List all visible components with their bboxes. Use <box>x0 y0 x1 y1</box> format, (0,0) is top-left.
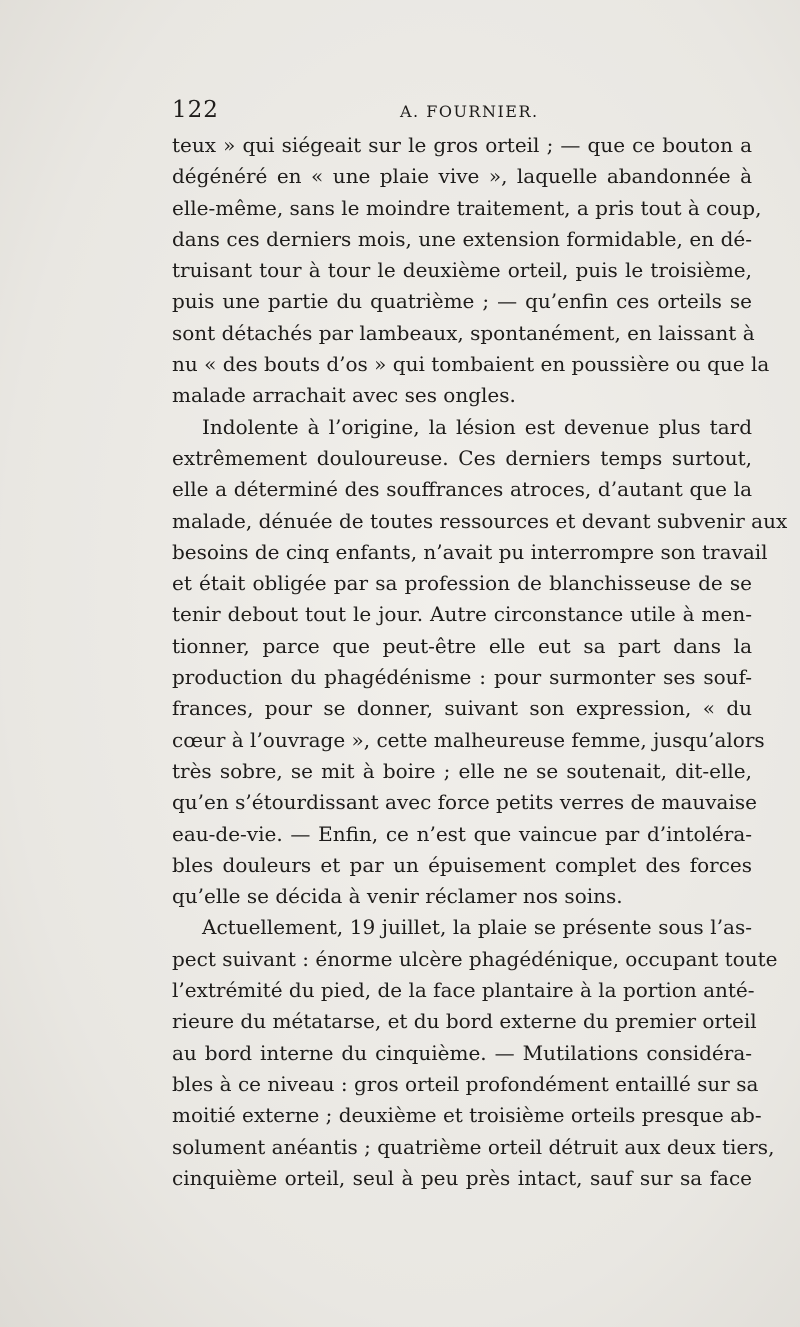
text-line: sont détachés par lambeaux, spontanément, en laissant à <box>172 320 755 345</box>
page-header <box>172 97 752 127</box>
text-line: solument anéantis ; quatrième orteil détruit aux deux tiers, <box>172 1134 775 1159</box>
text-line: puis une partie du quatrième ; — qu’enfin ces orteils se <box>172 289 752 314</box>
page-number: 122 <box>172 97 219 123</box>
running-title: A. FOURNIER. <box>400 102 539 121</box>
text-line: l’extrémité du pied, de la face plantaire à la portion anté- <box>172 978 755 1003</box>
body-text <box>172 130 788 1194</box>
text-line: eau-de-vie. — Enfin, ce n’est que vaincue par d’intoléra- <box>172 821 752 846</box>
text-line: nu « des bouts d’os » qui tombaient en poussière ou que la <box>172 352 770 377</box>
text-line: production du phagédénisme : pour surmonter ses souf- <box>172 665 752 690</box>
text-line: elle a déterminé des souffrances atroces, d’autant que la <box>172 477 752 502</box>
text-line: teux » qui siégeait sur le gros orteil ; — que ce bouton a <box>172 133 752 157</box>
text-line: très sobre, se mit à boire ; elle ne se soutenait, dit-elle, <box>172 758 752 783</box>
text-line: elle-même, sans le moindre traitement, a pris tout à coup, <box>172 195 762 220</box>
paragraph-3 <box>172 912 778 1194</box>
text-line: qu’en s’étourdissant avec force petits verres de mauvaise <box>172 790 757 815</box>
text-line: bles douleurs et par un épuisement complet des forces <box>172 852 752 877</box>
text-line: tenir debout tout le jour. Autre circonstance utile à men- <box>172 602 752 627</box>
text-line: qu’elle se décida à venir réclamer nos soins. <box>172 884 623 909</box>
text-line: besoins de cinq enfants, n’avait pu interrompre son travail <box>172 539 768 564</box>
text-line: Indolente à l’origine, la lésion est devenue plus tard <box>202 414 752 439</box>
text-line: frances, pour se donner, suivant son expression, « du <box>172 696 752 721</box>
text-line: moitié externe ; deuxième et troisième orteils presque ab- <box>172 1103 762 1128</box>
text-line: extrêmement douloureuse. Ces derniers temps surtout, <box>172 445 752 470</box>
text-line: truisant tour à tour le deuxième orteil, puis le troisième, <box>172 258 752 283</box>
text-line: cinquième orteil, seul à peu près intact, sauf sur sa face <box>172 1165 752 1190</box>
text-line: dégénéré en « une plaie vive », laquelle abandonnée à <box>172 164 752 189</box>
text-line: dans ces derniers mois, une extension formidable, en dé- <box>172 226 752 251</box>
text-line: rieure du métatarse, et du bord externe du premier orteil <box>172 1009 757 1034</box>
paragraph-1 <box>172 130 770 412</box>
text-line: tionner, parce que peut-être elle eut sa part dans la <box>172 633 752 658</box>
paragraph-2 <box>172 412 788 913</box>
text-line: Actuellement, 19 juillet, la plaie se présente sous l’as- <box>202 915 752 940</box>
text-line: malade arrachait avec ses ongles. <box>172 383 516 408</box>
text-line: pect suivant : énorme ulcère phagédénique, occupant toute <box>172 946 778 971</box>
text-line: cœur à l’ouvrage », cette malheureuse femme, jusqu’alors <box>172 727 765 752</box>
text-line: malade, dénuée de toutes ressources et devant subvenir aux <box>172 508 788 533</box>
text-line: et était obligée par sa profession de blanchisseuse de se <box>172 571 752 596</box>
text-line: au bord interne du cinquième. — Mutilations considéra- <box>172 1040 752 1065</box>
text-line: bles à ce niveau : gros orteil profondément entaillé sur sa <box>172 1071 759 1096</box>
